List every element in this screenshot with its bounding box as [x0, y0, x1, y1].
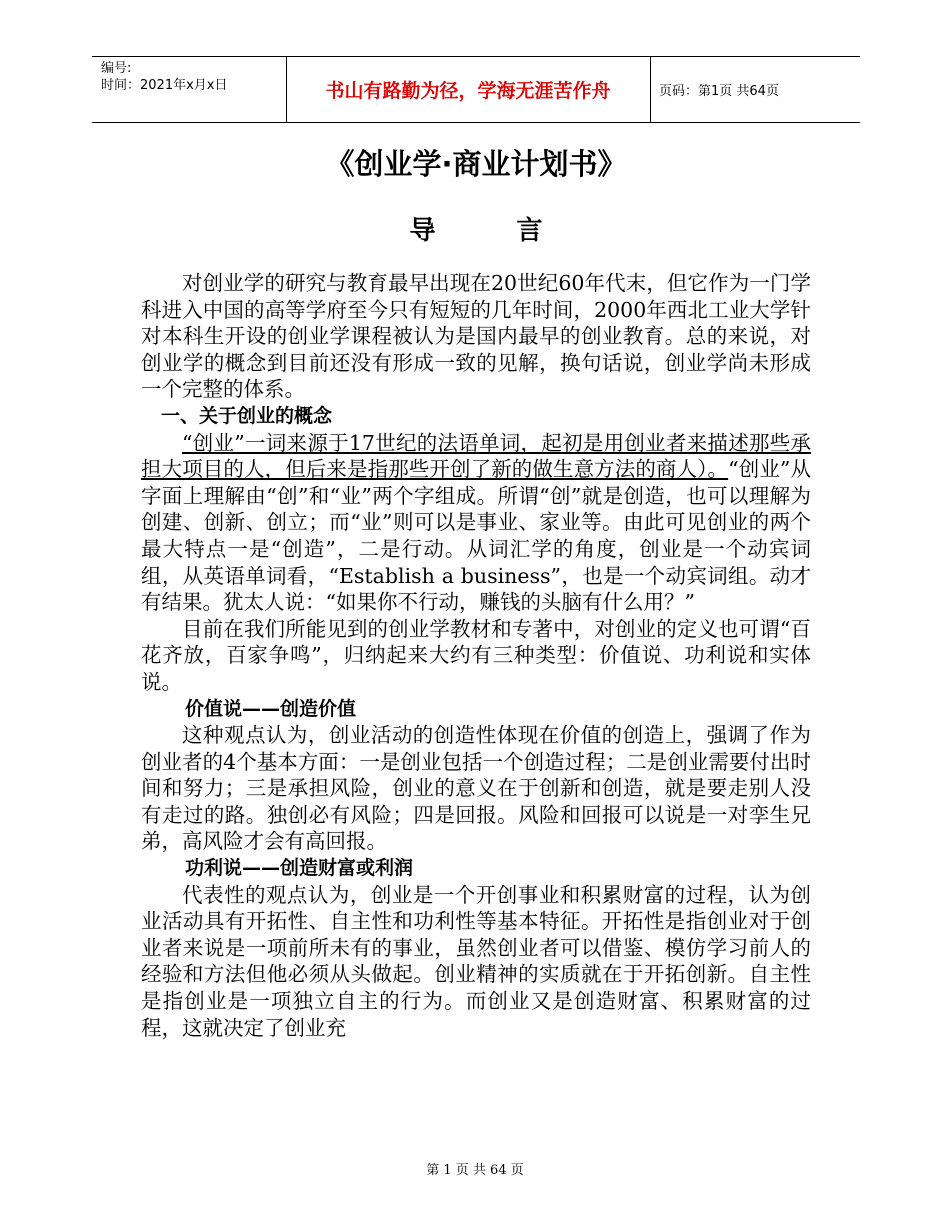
concept-underlined-text: “创业”一词来源于17世纪的法语单词，起初是用创业者来描述那些承担大项目的人，但后来是指那些开创了新的做生意方法的商人）。	[141, 430, 811, 482]
concept-text: “创业”从字面上理解由“创”和“业”两个字组成。所谓“创”就是创造，也可以理解为创建、创新、创立；而“业”则可以是事业、家业等。由此可见创业的两个最大特点一是“创造”，二是行动。从词汇学的角度，创业是一个动宾词组，从英语单词看，“Establish a business”，也是一个动宾词组。动才有结果。犹太人说：“如果你不行动，赚钱的头脑有什么用？”	[141, 457, 811, 615]
value-paragraph: 这种观点认为，创业活动的创造性体现在价值的创造上，强调了作为创业者的4个基本方面：一是创业包括一个创造过程；二是创业需要付出时间和努力；三是承担风险，创业的意义在于创新和创造，就是要走别人没有走过的路。独创必有风险；四是回报。风险和回报可以说是一对孪生兄弟，高风险才会有高回报。	[141, 723, 811, 854]
heading-concept: 一、关于创业的概念	[161, 404, 333, 427]
time-label: 时间：2021年x月x日	[101, 78, 228, 93]
heading-utility: 功利说——创造财富或利润	[185, 857, 414, 880]
concept-paragraph	[141, 430, 811, 616]
definitions-paragraph: 目前在我们所能见到的创业学教材和专著中，对创业的定义也可谓“百花齐放，百家争鸣”，归纳起来大约有三种类型：价值说、功利说和实体说。	[141, 616, 811, 694]
doc-number-label: 编号:	[101, 61, 132, 76]
header-meta	[101, 60, 227, 94]
header-motto: 书山有路勤为径，学海无涯苦作舟	[325, 79, 611, 102]
intro-paragraph: 对创业学的研究与教育最早出现在20世纪60年代末，但它作为一门学科进入中国的高等学府至今只有短短的几年时间，2000年西北工业大学针对本科生开设的创业学课程被认为是国内最早的创业教育。总的来说，对创业学的概念到目前还没有形成一致的见解，换句话说，创业学尚未形成一个完整的体系。	[141, 271, 811, 402]
page-footer: 第 1 页 共 64 页	[426, 1163, 524, 1178]
document-body	[141, 270, 811, 1041]
header-bottom-rule	[92, 122, 860, 123]
document-title: 《创业学·商业计划书》	[325, 147, 627, 181]
utility-paragraph: 代表性的观点认为，创业是一个开创事业和积累财富的过程，认为创业活动具有开拓性、自主性和功利性等基本特征。开拓性是指创业对于创业者来说是一项前所未有的事业，虽然创业者可以借鉴、模仿学习前人的经验和方法但他必须从头做起。创业精神的实质就在于开拓创新。自主性是指创业是一项独立自主的行为。而创业又是创造财富、积累财富的过程，这就决定了创业充	[141, 882, 811, 1040]
header-divider	[650, 56, 651, 122]
header-page-info: 页码：第1页 共64页	[659, 83, 779, 99]
section-title: 导 言	[409, 216, 579, 246]
heading-value: 价值说——创造价值	[185, 697, 357, 720]
